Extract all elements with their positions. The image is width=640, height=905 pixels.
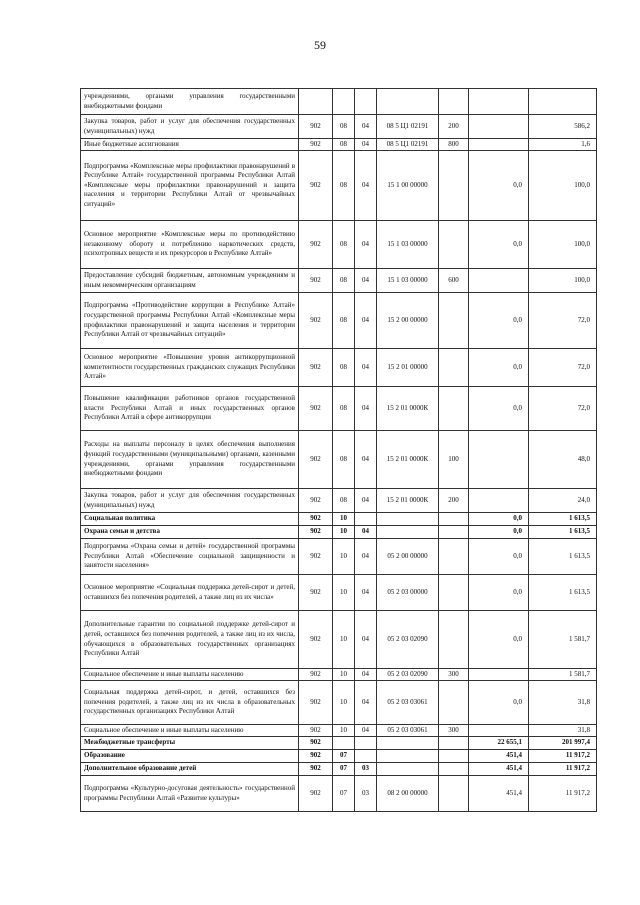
cell-amount-2: 1 613,5 — [529, 513, 597, 526]
cell-amount-2: 100,0 — [529, 151, 597, 221]
cell-subsection: 03 — [355, 776, 377, 812]
cell-section: 07 — [333, 763, 355, 776]
cell-target-article: 05 2 03 00000 — [377, 575, 439, 611]
cell-section: 10 — [333, 539, 355, 575]
budget-table — [80, 88, 597, 812]
cell-amount-2 — [529, 89, 597, 115]
cell-subsection: 04 — [355, 151, 377, 221]
table-row — [81, 489, 597, 513]
cell-section: 08 — [333, 387, 355, 431]
cell-target-article: 08 5 Ц1 02191 — [377, 139, 439, 151]
cell-amount-1: 0,0 — [469, 151, 529, 221]
cell-amount-1 — [469, 89, 529, 115]
cell-name: Образование — [81, 750, 299, 763]
table-row — [81, 269, 597, 293]
cell-target-article: 08 2 00 00000 — [377, 776, 439, 812]
cell-subsection: 04 — [355, 269, 377, 293]
cell-grbs: 902 — [299, 526, 333, 539]
table-row — [81, 737, 597, 750]
cell-target-article: 15 2 01 00000 — [377, 349, 439, 387]
cell-subsection: 04 — [355, 431, 377, 489]
cell-name: Социальная политика — [81, 513, 299, 526]
cell-amount-2: 100,0 — [529, 221, 597, 269]
cell-subsection: 04 — [355, 526, 377, 539]
cell-amount-2: 586,2 — [529, 115, 597, 139]
cell-subsection: 04 — [355, 611, 377, 669]
cell-name: Предоставление субсидий бюджетным, автономным учреждениям и иным некоммерческим организациям — [81, 269, 299, 293]
cell-expense-type — [439, 293, 469, 349]
cell-target-article — [377, 737, 439, 750]
cell-section: 10 — [333, 669, 355, 681]
cell-expense-type: 200 — [439, 489, 469, 513]
cell-amount-1: 0,0 — [469, 575, 529, 611]
cell-section: 07 — [333, 776, 355, 812]
table-row — [81, 776, 597, 812]
cell-section: 10 — [333, 513, 355, 526]
cell-amount-1 — [469, 431, 529, 489]
page-number: 59 — [314, 38, 326, 52]
cell-grbs: 902 — [299, 681, 333, 725]
cell-name: учреждениями, органами управления государственными внебюджетными фондами — [81, 89, 299, 115]
cell-amount-2: 1 613,5 — [529, 539, 597, 575]
cell-grbs: 902 — [299, 513, 333, 526]
cell-section: 10 — [333, 681, 355, 725]
table-row — [81, 431, 597, 489]
cell-section — [333, 89, 355, 115]
table-row — [81, 725, 597, 737]
cell-name: Социальная поддержка детей-сирот, и детей, оставшихся без попечения родителей, а также лиц из их числа в образовательных государственных организациях Республики Алтай — [81, 681, 299, 725]
cell-amount-1: 0,0 — [469, 526, 529, 539]
cell-amount-1 — [469, 725, 529, 737]
cell-amount-2: 11 917,2 — [529, 750, 597, 763]
cell-name: Охрана семьи и детства — [81, 526, 299, 539]
cell-amount-2: 72,0 — [529, 293, 597, 349]
cell-amount-2: 1 613,5 — [529, 575, 597, 611]
cell-target-article — [377, 750, 439, 763]
cell-grbs: 902 — [299, 611, 333, 669]
cell-name: Межбюджетные трансферты — [81, 737, 299, 750]
cell-grbs: 902 — [299, 750, 333, 763]
cell-amount-2: 72,0 — [529, 387, 597, 431]
cell-target-article: 08 5 Ц1 02191 — [377, 115, 439, 139]
table-row — [81, 526, 597, 539]
cell-target-article: 05 2 03 02090 — [377, 611, 439, 669]
cell-amount-2: 1,6 — [529, 139, 597, 151]
cell-amount-2: 48,0 — [529, 431, 597, 489]
cell-expense-type — [439, 89, 469, 115]
cell-grbs: 902 — [299, 293, 333, 349]
cell-target-article: 15 1 03 00000 — [377, 221, 439, 269]
cell-expense-type: 200 — [439, 115, 469, 139]
cell-section: 08 — [333, 293, 355, 349]
cell-target-article — [377, 513, 439, 526]
cell-section: 08 — [333, 269, 355, 293]
cell-expense-type: 100 — [439, 431, 469, 489]
cell-amount-1: 22 655,1 — [469, 737, 529, 750]
cell-target-article: 15 1 00 00000 — [377, 151, 439, 221]
table-row — [81, 669, 597, 681]
cell-grbs: 902 — [299, 349, 333, 387]
cell-section: 10 — [333, 611, 355, 669]
cell-expense-type — [439, 539, 469, 575]
cell-grbs: 902 — [299, 737, 333, 750]
cell-section: 08 — [333, 151, 355, 221]
table-row — [81, 293, 597, 349]
table-row — [81, 115, 597, 139]
cell-amount-2: 1 581,7 — [529, 611, 597, 669]
cell-amount-1: 0,0 — [469, 293, 529, 349]
cell-subsection: 04 — [355, 489, 377, 513]
cell-amount-2: 11 917,2 — [529, 776, 597, 812]
table-row — [81, 575, 597, 611]
cell-name: Подпрограмма «Культурно-досуговая деятельность» государственной программы Республики Алтай «Развитие культуры» — [81, 776, 299, 812]
cell-target-article: 15 2 01 0000К — [377, 387, 439, 431]
cell-section — [333, 737, 355, 750]
cell-subsection — [355, 513, 377, 526]
cell-amount-1 — [469, 489, 529, 513]
cell-amount-2: 31,8 — [529, 681, 597, 725]
cell-subsection: 03 — [355, 763, 377, 776]
cell-section: 08 — [333, 431, 355, 489]
cell-target-article: 05 2 03 03061 — [377, 681, 439, 725]
cell-section: 10 — [333, 575, 355, 611]
table-row — [81, 681, 597, 725]
cell-grbs: 902 — [299, 387, 333, 431]
cell-expense-type: 600 — [439, 269, 469, 293]
table-row — [81, 611, 597, 669]
cell-target-article — [377, 763, 439, 776]
cell-target-article: 05 2 00 00000 — [377, 539, 439, 575]
cell-subsection: 04 — [355, 221, 377, 269]
cell-grbs: 902 — [299, 763, 333, 776]
cell-section: 08 — [333, 221, 355, 269]
cell-expense-type — [439, 776, 469, 812]
table-row — [81, 539, 597, 575]
cell-subsection — [355, 750, 377, 763]
cell-amount-2: 72,0 — [529, 349, 597, 387]
cell-amount-2: 100,0 — [529, 269, 597, 293]
cell-amount-1: 0,0 — [469, 513, 529, 526]
table-row — [81, 349, 597, 387]
cell-amount-1: 0,0 — [469, 221, 529, 269]
cell-section: 07 — [333, 750, 355, 763]
table-row — [81, 387, 597, 431]
cell-subsection: 04 — [355, 139, 377, 151]
cell-expense-type: 300 — [439, 725, 469, 737]
cell-target-article: 15 2 00 00000 — [377, 293, 439, 349]
cell-expense-type — [439, 513, 469, 526]
table-row — [81, 89, 597, 115]
cell-subsection: 04 — [355, 115, 377, 139]
cell-amount-1 — [469, 115, 529, 139]
table-row — [81, 139, 597, 151]
cell-expense-type — [439, 737, 469, 750]
cell-name: Подпрограмма «Охрана семьи и детей» государственной программы Республики Алтай «Обеспечение социальной защищенности и занятости населения» — [81, 539, 299, 575]
cell-grbs: 902 — [299, 776, 333, 812]
cell-subsection: 04 — [355, 293, 377, 349]
cell-target-article: 15 2 01 0000К — [377, 431, 439, 489]
cell-name: Расходы на выплаты персоналу в целях обеспечения выполнения функций государственными (муниципальными) органами, казенными учреждениями, органами управления государственными внебюджетными фондами — [81, 431, 299, 489]
cell-expense-type — [439, 151, 469, 221]
cell-amount-2: 31,8 — [529, 725, 597, 737]
cell-grbs: 902 — [299, 115, 333, 139]
cell-expense-type — [439, 750, 469, 763]
table-body — [81, 89, 597, 812]
cell-grbs: 902 — [299, 139, 333, 151]
cell-amount-2: 201 997,4 — [529, 737, 597, 750]
cell-grbs: 902 — [299, 431, 333, 489]
cell-subsection: 04 — [355, 669, 377, 681]
table-row — [81, 221, 597, 269]
cell-name: Дополнительное образование детей — [81, 763, 299, 776]
cell-grbs: 902 — [299, 489, 333, 513]
cell-expense-type — [439, 763, 469, 776]
cell-target-article — [377, 526, 439, 539]
cell-grbs: 902 — [299, 221, 333, 269]
cell-name: Социальное обеспечение и иные выплаты населению — [81, 669, 299, 681]
cell-amount-2: 24,0 — [529, 489, 597, 513]
table-row — [81, 750, 597, 763]
cell-subsection: 04 — [355, 575, 377, 611]
cell-name: Иные бюджетные ассигнования — [81, 139, 299, 151]
cell-subsection: 04 — [355, 681, 377, 725]
cell-expense-type — [439, 611, 469, 669]
cell-expense-type — [439, 221, 469, 269]
table-row — [81, 763, 597, 776]
cell-amount-2: 1 581,7 — [529, 669, 597, 681]
cell-subsection: 04 — [355, 539, 377, 575]
cell-expense-type — [439, 575, 469, 611]
cell-name: Повышение квалификации работников органов государственной власти Республики Алтай и иных государственных органов Республики Алтай в сфере антикоррупции — [81, 387, 299, 431]
cell-grbs — [299, 89, 333, 115]
cell-target-article: 05 2 03 02090 — [377, 669, 439, 681]
cell-amount-1: 451,4 — [469, 776, 529, 812]
cell-section: 10 — [333, 526, 355, 539]
cell-target-article: 15 1 03 00000 — [377, 269, 439, 293]
cell-amount-1: 0,0 — [469, 539, 529, 575]
cell-expense-type — [439, 526, 469, 539]
cell-name: Закупка товаров, работ и услуг для обеспечения государственных (муниципальных) нужд — [81, 489, 299, 513]
cell-grbs: 902 — [299, 575, 333, 611]
table-row — [81, 151, 597, 221]
cell-grbs: 902 — [299, 269, 333, 293]
cell-section: 08 — [333, 139, 355, 151]
cell-section: 08 — [333, 349, 355, 387]
cell-grbs: 902 — [299, 151, 333, 221]
cell-name: Основное мероприятие «Комплексные меры по противодействию незаконному обороту и потреблению наркотических средств, психотропных веществ и их прекурсоров в Республике Алтай» — [81, 221, 299, 269]
cell-subsection: 04 — [355, 387, 377, 431]
cell-name: Подпрограмма «Комплексные меры профилактики правонарушений в Республике Алтай» государственной программы Республики Алтай «Комплексные меры профилактики правонарушений и защита населения и территории Республики Алтай от чрезвычайных ситуаций» — [81, 151, 299, 221]
cell-subsection — [355, 737, 377, 750]
cell-name: Подпрограмма «Противодействие коррупции в Республике Алтай» государственной программы Республики Алтай «Комплексные меры профилактики правонарушений и защита населения и территории Республики Алтай от чрезвычайных ситуаций» — [81, 293, 299, 349]
cell-section: 08 — [333, 489, 355, 513]
cell-target-article: 15 2 01 0000К — [377, 489, 439, 513]
cell-amount-2: 11 917,2 — [529, 763, 597, 776]
cell-name: Социальное обеспечение и иные выплаты населению — [81, 725, 299, 737]
cell-section: 08 — [333, 115, 355, 139]
cell-name: Закупка товаров, работ и услуг для обеспечения государственных (муниципальных) нужд — [81, 115, 299, 139]
cell-subsection — [355, 89, 377, 115]
cell-expense-type — [439, 681, 469, 725]
cell-section: 10 — [333, 725, 355, 737]
cell-amount-1: 0,0 — [469, 349, 529, 387]
cell-target-article — [377, 89, 439, 115]
cell-name: Дополнительные гарантии по социальной поддержке детей-сирот и детей, оставшихся без попечения родителей, а также лиц из их числа, обучающихся в образовательных государственных организациях Республики Алтай — [81, 611, 299, 669]
cell-amount-1: 0,0 — [469, 611, 529, 669]
cell-expense-type — [439, 349, 469, 387]
cell-amount-2: 1 613,5 — [529, 526, 597, 539]
cell-subsection: 04 — [355, 349, 377, 387]
cell-amount-1: 0,0 — [469, 681, 529, 725]
cell-name: Основное мероприятие «Повышение уровня антикоррупционной компетентности государственных гражданских служащих Республики Алтай» — [81, 349, 299, 387]
cell-amount-1: 0,0 — [469, 387, 529, 431]
cell-amount-1: 451,4 — [469, 763, 529, 776]
cell-grbs: 902 — [299, 725, 333, 737]
cell-subsection: 04 — [355, 725, 377, 737]
cell-amount-1: 451,4 — [469, 750, 529, 763]
cell-expense-type: 800 — [439, 139, 469, 151]
cell-expense-type: 300 — [439, 669, 469, 681]
cell-grbs: 902 — [299, 669, 333, 681]
cell-expense-type — [439, 387, 469, 431]
cell-amount-1 — [469, 669, 529, 681]
cell-amount-1 — [469, 269, 529, 293]
table-row — [81, 513, 597, 526]
cell-amount-1 — [469, 139, 529, 151]
cell-target-article: 05 2 03 03061 — [377, 725, 439, 737]
cell-grbs: 902 — [299, 539, 333, 575]
cell-name: Основное мероприятие «Социальная поддержка детей-сирот и детей, оставшихся без попечения родителей, а также лиц из их числа» — [81, 575, 299, 611]
